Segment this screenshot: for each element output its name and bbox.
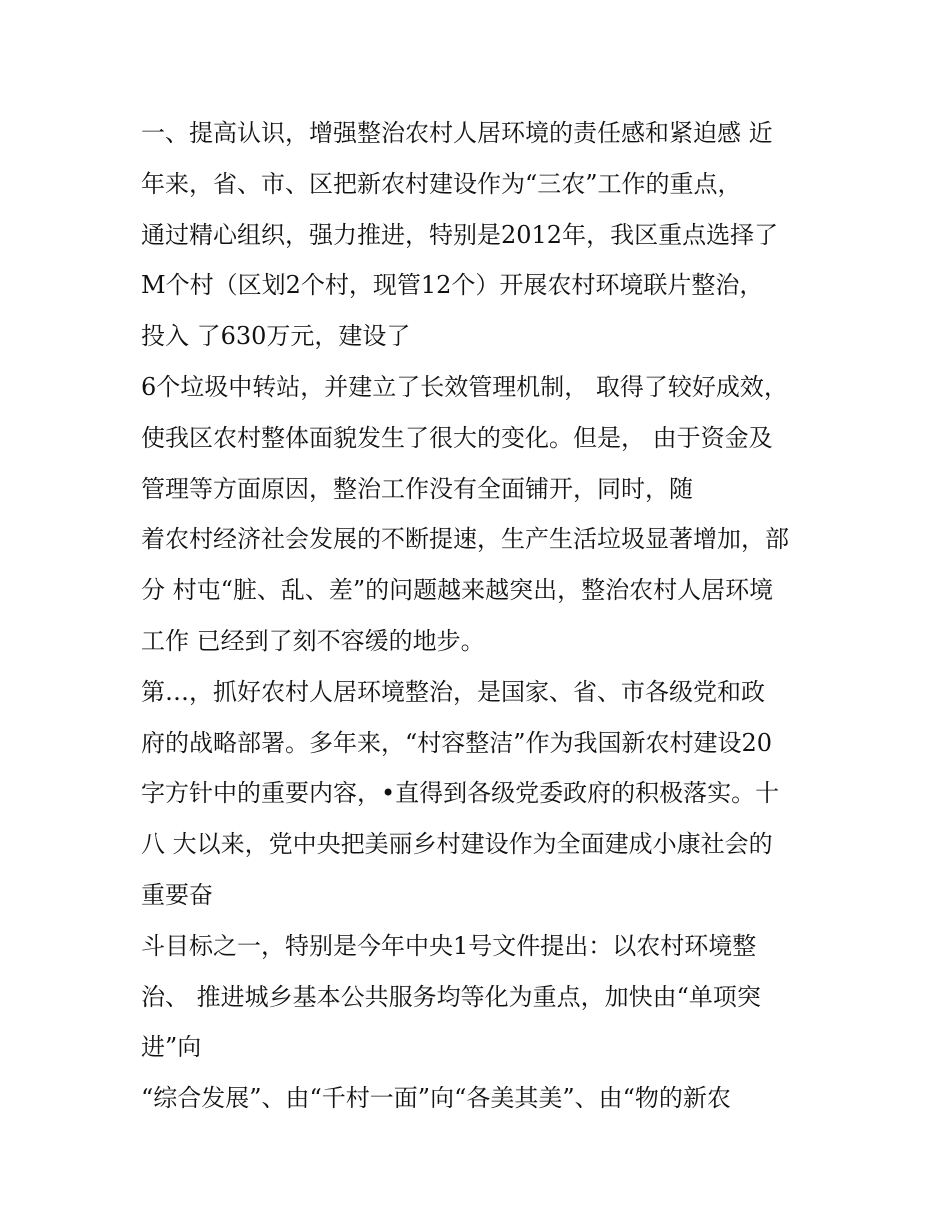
text-line: 重要奋: [141, 880, 213, 909]
document-body: [141, 108, 831, 1124]
text-line: 分 村屯“脏、乱、差”的问题越来越突出，整治农村人居环境: [141, 576, 774, 605]
text-line: 投入 了630万元，建设了: [141, 322, 411, 351]
text-line: 进”向: [141, 1033, 202, 1062]
text-line: 斗目标之一，特别是今年中央1号文件提出：以农村环境整: [141, 931, 757, 960]
text-line: 通过精心组织，强力推进，特别是2012年，我区重点选择了: [141, 220, 779, 249]
text-line: 年来，省、市、区把新农村建设作为“三农”工作的重点，: [141, 169, 742, 198]
text-line: 府的战略部署。多年来，“村容整洁”作为我国新农村建设20: [141, 728, 773, 757]
text-line: “综合发展”、由“千村一面”向“各美其美”、由“物的新农: [141, 1084, 731, 1113]
text-line: 字方针中的重要内容，•直得到各级党委政府的积极落实。十: [141, 779, 780, 808]
text-line: 第…，抓好农村人居环境整治，是国家、省、市各级党和政: [141, 677, 765, 706]
text-line: 使我区农村整体面貌发生了很大的变化。但是， 由于资金及: [141, 423, 773, 452]
text-line: M个村（区划2个村，现管12个）开展农村环境联片整治，: [141, 271, 764, 300]
text-line: 治、 推进城乡基本公共服务均等化为重点，加快由“单项突: [141, 982, 761, 1011]
text-line: 工作 已经到了刻不容缓的地步。: [141, 626, 485, 655]
text-line: 八 大以来，党中央把美丽乡村建设作为全面建成小康社会的: [141, 830, 773, 859]
text-line: 6个垃圾中转站，并建立了长效管理机制， 取得了较好成效，: [141, 372, 788, 401]
text-line: 管理等方面原因，整治工作没有全面铺开，同时，随: [141, 474, 693, 503]
text-line: 一、提高认识，增强整治农村人居环境的责任感和紧迫感 近: [141, 119, 773, 147]
text-line: 着农村经济社会发展的不断提速，生产生活垃圾显著增加，部: [141, 525, 789, 554]
